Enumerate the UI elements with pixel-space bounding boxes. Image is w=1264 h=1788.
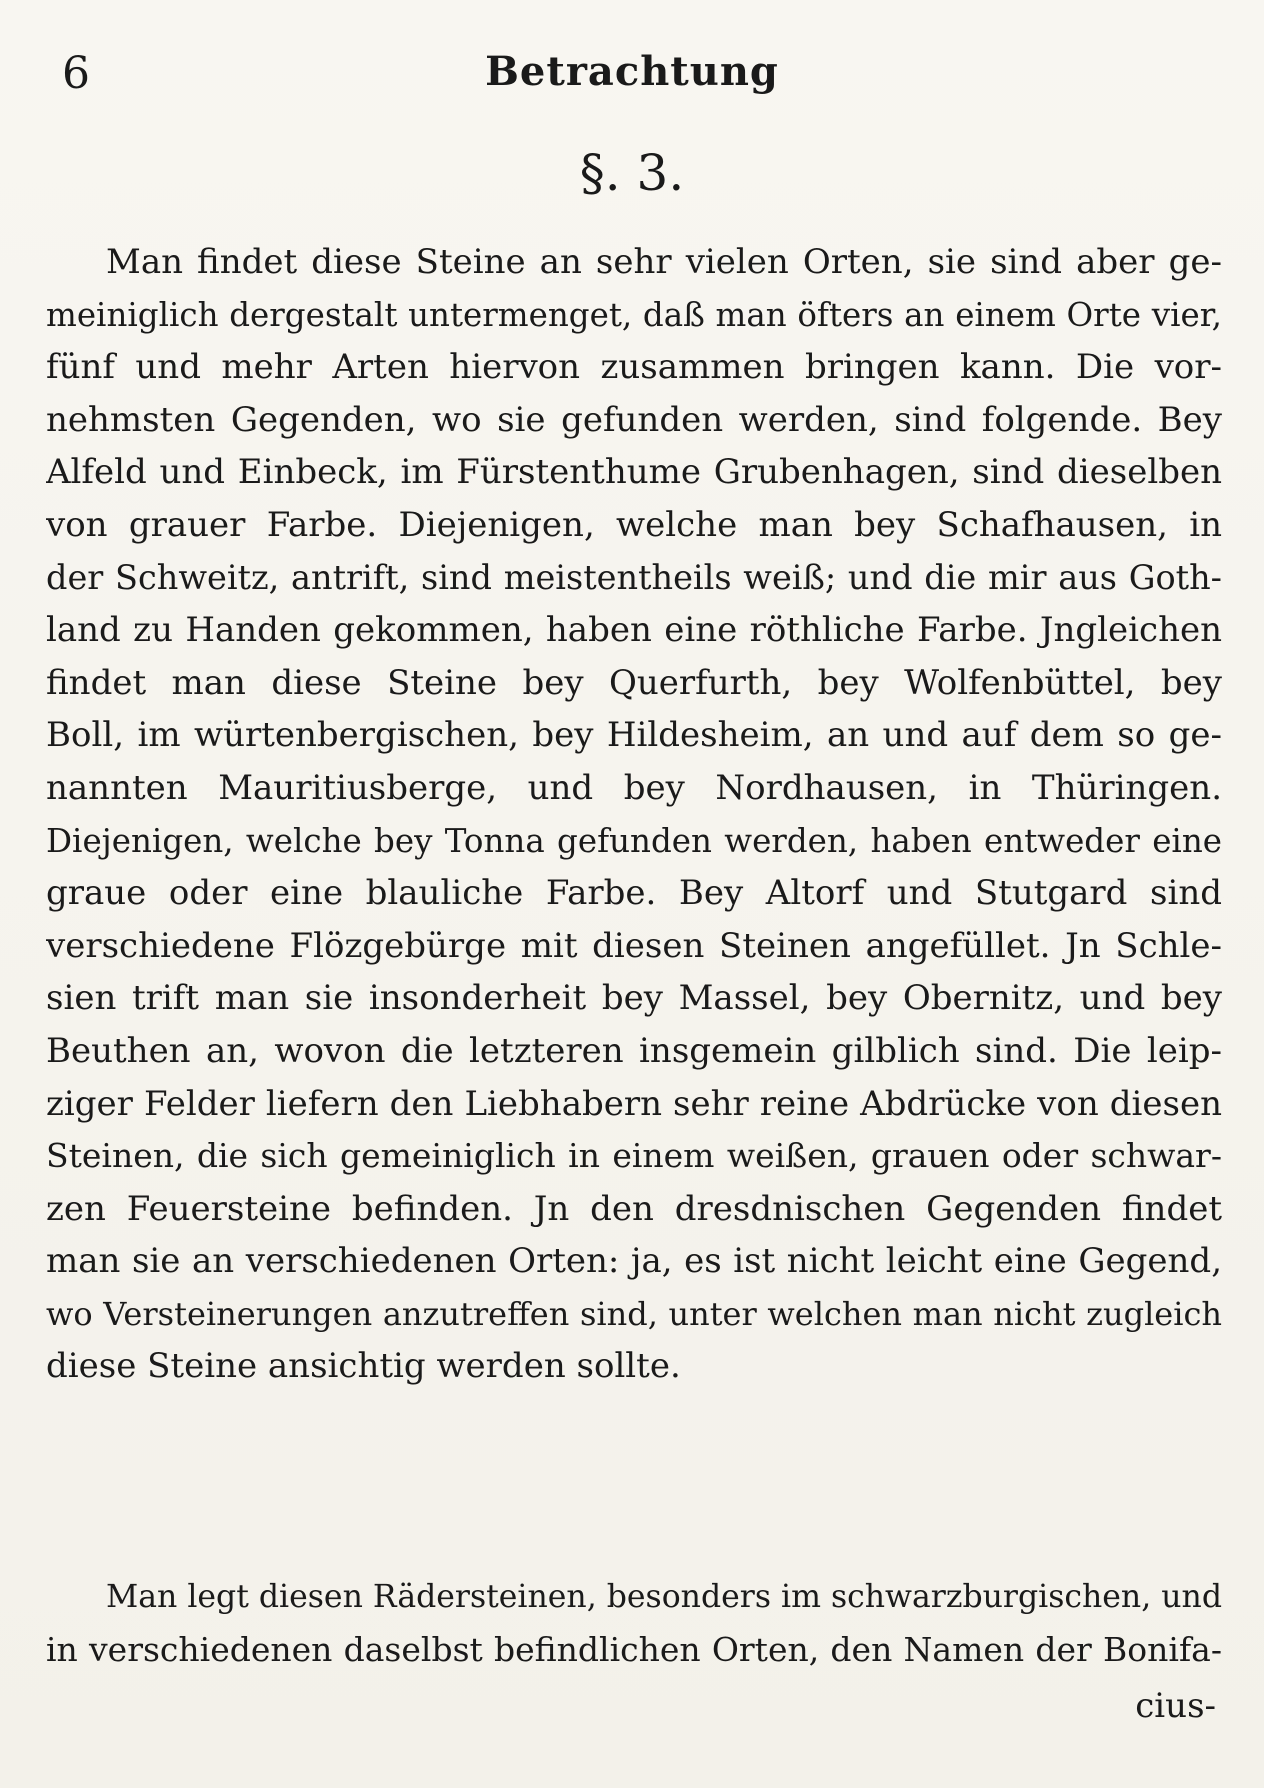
text-line: graue oder eine blauliche Farbe. Bey Altorf und Stutgard sind — [46, 873, 1222, 914]
text-line: findet man diese Steine bey Querfurth, bey Wolfenbüttel, bey — [46, 662, 1222, 703]
paragraph-1 — [46, 236, 1222, 1393]
text-line: man sie an verschiedenen Orten: ja, es ist nicht leicht eine Gegend, — [46, 1241, 1222, 1282]
text-line: der Schweitz, antrift, sind meistentheils weiß; und die mir aus Goth- — [46, 557, 1222, 597]
text-line: nannten Mauritiusberge, und bey Nordhausen, in Thüringen. — [46, 767, 1222, 808]
text-line: Beuthen an, wovon die letzteren insgemein gilblich sind. Die leip- — [46, 1030, 1222, 1071]
text-line: verschiedene Flözgebürge mit diesen Steinen angefüllet. Jn Schle- — [46, 925, 1222, 966]
catchword: cius- — [1135, 1686, 1216, 1726]
text-line: Steinen, die sich gemeiniglich in einem weißen, grauen oder schwar- — [46, 1136, 1222, 1176]
text-line: Man legt diesen Rädersteinen, besonders im schwarzburgischen, und — [106, 1579, 1222, 1615]
text-line: nehmsten Gegenden, wo sie gefunden werden, sind folgende. Bey — [46, 399, 1222, 440]
text-line: Diejenigen, welche bey Tonna gefunden werden, haben entweder eine — [46, 821, 1222, 860]
text-line: Man findet diese Steine an sehr vielen Orten, sie sind aber ge- — [106, 242, 1222, 282]
text-line: Boll, im würtenbergischen, bey Hildesheim, an und auf dem so ge- — [46, 715, 1222, 756]
text-line: wo Versteinerungen anzutreffen sind, unter welchen man nicht zugleich — [46, 1294, 1222, 1333]
text-line: meiniglich dergestalt untermenget, daß man öfters an einem Orte vier, — [46, 295, 1222, 334]
text-line: in verschiedenen daselbst befindlichen Orten, den Namen der Bonifa- — [46, 1629, 1222, 1669]
page-number: 6 — [62, 48, 90, 99]
running-head: Betrachtung — [485, 48, 779, 95]
text-line: Alfeld und Einbeck, im Fürstenthume Grubenhagen, sind dieselben — [46, 452, 1222, 493]
text-line: ziger Felder liefern den Liebhabern sehr reine Abdrücke von diesen — [46, 1083, 1222, 1124]
text-line: zen Feuersteine befinden. Jn den dresdnischen Gegenden findet — [46, 1188, 1222, 1229]
text-line: von grauer Farbe. Diejenigen, welche man bey Schafhausen, in — [46, 504, 1222, 545]
paragraph-2 — [46, 1571, 1222, 1676]
text-line: fünf und mehr Arten hiervon zusammen bringen kann. Die vor- — [46, 347, 1222, 388]
text-line: sien trift man sie insonderheit bey Massel, bey Obernitz, und bey — [46, 978, 1222, 1019]
text-line: diese Steine ansichtig werden sollte. — [46, 1346, 681, 1387]
section-heading: §. 3. — [579, 144, 685, 202]
text-line: land zu Handen gekommen, haben eine röthliche Farbe. Jngleichen — [46, 610, 1222, 651]
